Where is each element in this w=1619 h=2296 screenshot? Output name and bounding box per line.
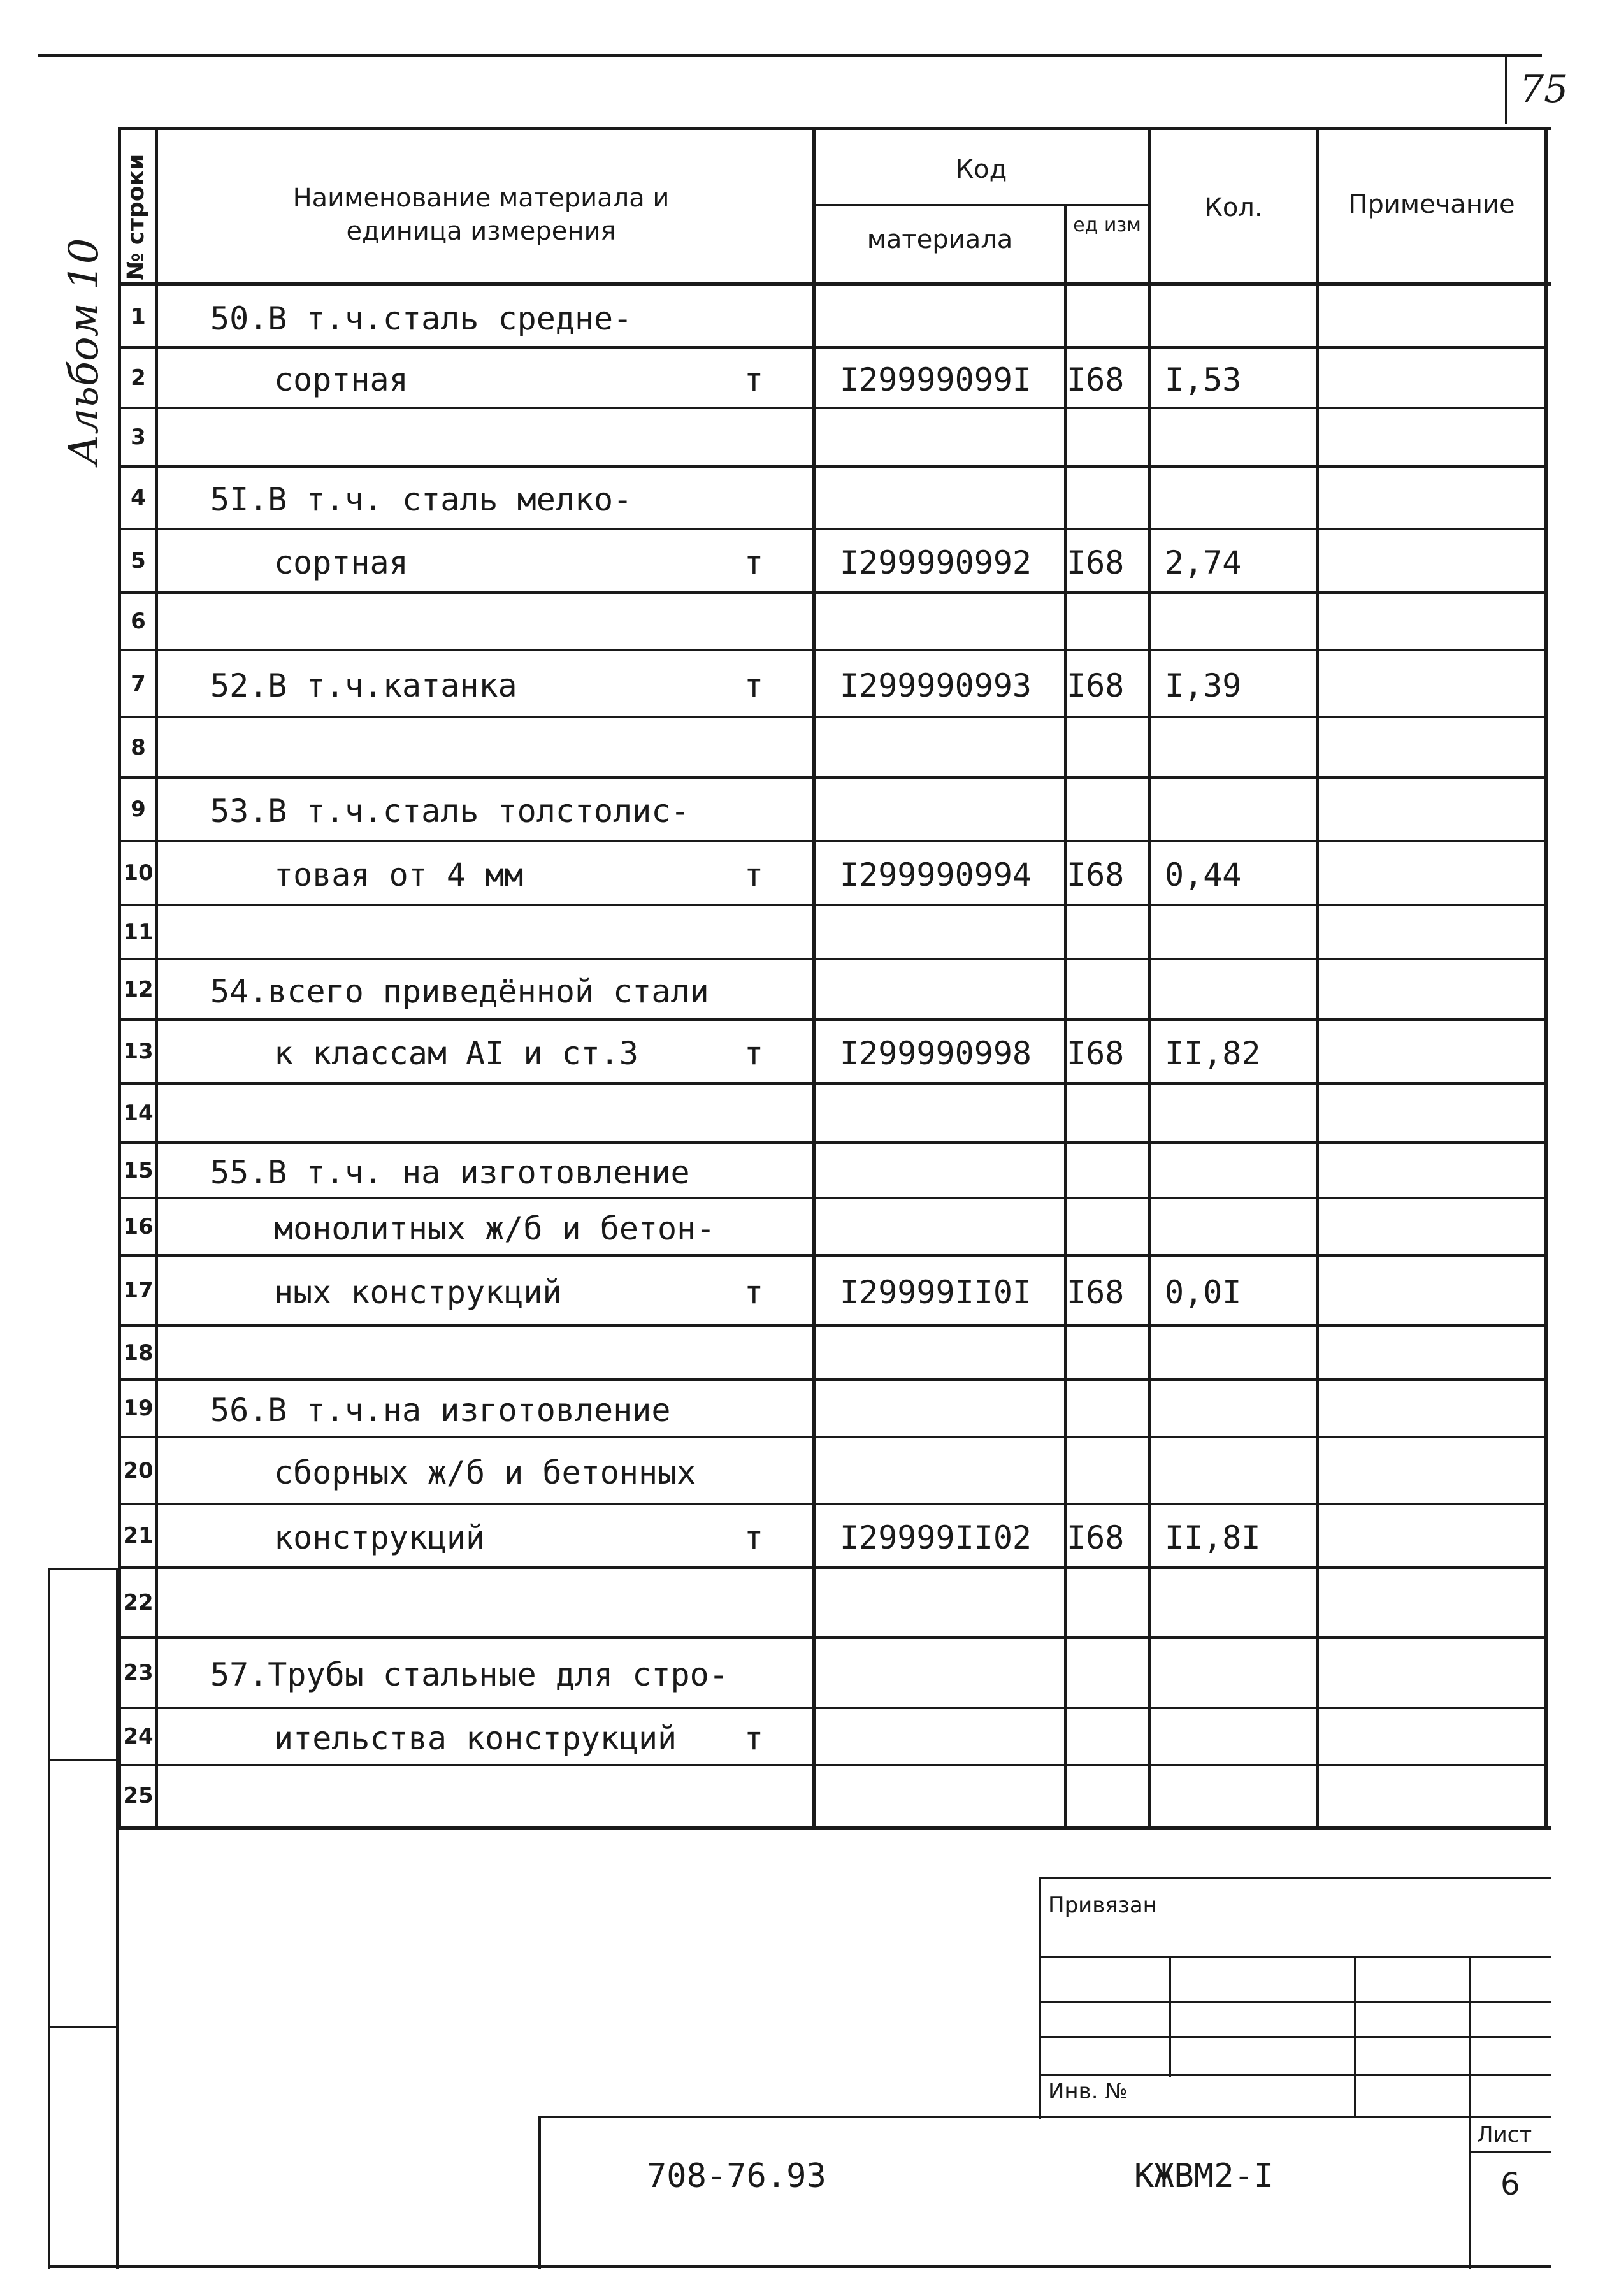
row-number: 19 [123, 1396, 154, 1421]
table-top [118, 127, 1551, 130]
row-number: 16 [123, 1214, 154, 1239]
row-number: 12 [123, 977, 154, 1002]
row-separator [120, 591, 1547, 594]
top-rule [38, 54, 1542, 57]
row-separator [120, 346, 1547, 349]
row-number: 3 [131, 424, 146, 450]
page-number: 75 [1520, 67, 1569, 112]
row-separator [120, 1378, 1547, 1381]
quantity: II,82 [1165, 1035, 1261, 1072]
inventory-label: Инв. № [1048, 2079, 1128, 2104]
header-quantity: Кол. [1204, 193, 1263, 222]
row-separator [120, 407, 1547, 409]
material-name: товая от 4 мм [274, 856, 524, 893]
unit-letter: т [744, 544, 764, 581]
row-separator [120, 1566, 1547, 1569]
unit-letter: т [744, 1519, 764, 1556]
bound-row-line-1 [1039, 1956, 1551, 1958]
row-separator [120, 776, 1547, 779]
row-number: 10 [123, 860, 154, 886]
bound-row-line-3 [1039, 2036, 1551, 2038]
material-name: 52.В т.ч.катанка [210, 667, 517, 704]
unit-code: I68 [1067, 361, 1125, 398]
material-name: 57.Трубы стальные для стро- [210, 1656, 728, 1693]
material-name: ительства конструкций [274, 1720, 677, 1757]
row-number: 7 [131, 671, 146, 697]
row-number: 24 [123, 1724, 154, 1749]
material-code: I299990994 [840, 856, 1032, 893]
table-bottom [118, 1826, 1551, 1830]
header-code-material: материала [867, 225, 1013, 254]
material-name: к классам АI и ст.3 [274, 1035, 638, 1072]
header-row-number: № строки [123, 154, 149, 280]
material-name: 56.В т.ч.на изготовление [210, 1392, 671, 1429]
row-number: 6 [131, 609, 146, 634]
header-note: Примечание [1348, 190, 1515, 219]
bound-box-left [1039, 1877, 1041, 2119]
material-name: сортная [274, 544, 408, 581]
bound-row-line-4 [1039, 2074, 1551, 2076]
material-code: I29999II0I [840, 1274, 1032, 1311]
quantity: 2,74 [1165, 544, 1242, 581]
doc-box-left [538, 2116, 541, 2269]
margin-stamp-sep-3 [48, 2026, 118, 2028]
material-name: 54.всего приведённой стали [210, 973, 709, 1010]
quantity: 0,0I [1165, 1274, 1242, 1311]
row-number: 15 [123, 1158, 154, 1183]
bound-row-line-2 [1039, 2001, 1551, 2003]
col-unit-qty-sep [1148, 127, 1151, 1829]
unit-letter: т [744, 1035, 764, 1072]
sheet-label-line [1469, 2151, 1551, 2153]
row-separator [120, 904, 1547, 906]
row-separator [120, 1254, 1547, 1257]
row-separator [120, 1082, 1547, 1085]
unit-letter: т [744, 856, 764, 893]
row-number: 25 [123, 1783, 154, 1809]
row-separator [120, 1197, 1547, 1199]
col-code-unit-sep [1064, 204, 1067, 1829]
material-name: конструкций [274, 1519, 486, 1556]
quantity: I,53 [1165, 361, 1242, 398]
row-number: 9 [131, 797, 146, 822]
bound-box-top [1039, 1877, 1551, 1879]
row-number: 23 [123, 1660, 154, 1686]
material-code: I299990998 [840, 1035, 1032, 1072]
col-qty-note-sep [1316, 127, 1319, 1829]
row-number: 21 [123, 1523, 154, 1549]
material-name: 53.В т.ч.сталь толстолис- [210, 793, 690, 830]
row-number: 5 [131, 548, 146, 574]
unit-code: I68 [1067, 1035, 1125, 1072]
quantity: 0,44 [1165, 856, 1242, 893]
margin-stamp-left [48, 1568, 50, 2269]
row-number: 13 [123, 1039, 154, 1064]
row-separator [120, 528, 1547, 530]
row-separator [120, 1324, 1547, 1327]
unit-code: I68 [1067, 544, 1125, 581]
col-name-sep [812, 127, 816, 1829]
bound-col-3 [1469, 1956, 1471, 2269]
unit-code: I68 [1067, 667, 1125, 704]
doc-box-top [538, 2116, 1551, 2118]
row-number: 8 [131, 735, 146, 760]
material-code: I299990993 [840, 667, 1032, 704]
unit-code: I68 [1067, 856, 1125, 893]
bound-col-1 [1169, 1956, 1171, 2077]
material-name: ных конструкций [274, 1274, 562, 1311]
unit-letter: т [744, 1274, 764, 1311]
material-code: I299990992 [840, 544, 1032, 581]
row-number: 4 [131, 485, 146, 510]
row-number: 14 [123, 1101, 154, 1126]
unit-code: I68 [1067, 1274, 1125, 1311]
row-separator [120, 1503, 1547, 1505]
row-separator [120, 1707, 1547, 1709]
row-separator [120, 958, 1547, 960]
row-number: 11 [123, 920, 154, 945]
sheet-value: 6 [1500, 2167, 1520, 2202]
document-number: 708-76.93 [647, 2157, 826, 2195]
document-code: КЖВМ2-I [1134, 2157, 1274, 2195]
row-separator [120, 716, 1547, 718]
row-separator [120, 840, 1547, 842]
header-name: Наименование материала и единица измерения [292, 184, 670, 246]
row-separator [120, 649, 1547, 651]
bound-label: Привязан [1048, 1893, 1157, 1918]
header-code-unit: ед изм [1073, 214, 1141, 236]
material-name: сортная [274, 361, 408, 398]
material-code: I29999099I [840, 361, 1032, 398]
row-number: 20 [123, 1458, 154, 1484]
bound-col-2 [1354, 1956, 1356, 2116]
material-name: монолитных ж/б и бетон- [274, 1210, 716, 1247]
unit-letter: т [744, 667, 764, 704]
code-subheader-line [814, 204, 1149, 206]
unit-letter: т [744, 361, 764, 398]
row-number: 18 [123, 1340, 154, 1366]
material-name: сборных ж/б и бетонных [274, 1454, 696, 1491]
album-note: Альбом 10 [61, 238, 108, 465]
col-right-edge [1544, 127, 1548, 1829]
table-header-bottom [118, 282, 1551, 286]
margin-stamp-sep-2 [48, 1759, 118, 1761]
row-number: 17 [123, 1278, 154, 1303]
margin-stamp-sep-1 [48, 1568, 118, 1570]
row-number: 2 [131, 365, 146, 391]
page-number-divider [1505, 54, 1507, 124]
material-name: 50.В т.ч.сталь средне- [210, 300, 633, 337]
quantity: I,39 [1165, 667, 1242, 704]
material-name: 55.В т.ч. на изготовление [210, 1154, 690, 1191]
row-separator [120, 1436, 1547, 1438]
header-code: Код [955, 155, 1007, 184]
sheet-label: Лист [1477, 2122, 1532, 2148]
quantity: II,8I [1165, 1519, 1261, 1556]
material-code: I29999II02 [840, 1519, 1032, 1556]
row-separator [120, 1018, 1547, 1021]
unit-letter: т [744, 1720, 764, 1757]
row-separator [120, 465, 1547, 468]
material-name: 5I.В т.ч. сталь мелко- [210, 481, 633, 518]
row-separator [120, 1636, 1547, 1639]
margin-stamp-bottom [48, 2265, 1551, 2268]
row-separator [120, 1764, 1547, 1766]
margin-stamp-right [116, 1568, 119, 2269]
row-number: 22 [123, 1590, 154, 1615]
row-separator [120, 1141, 1547, 1144]
unit-code: I68 [1067, 1519, 1125, 1556]
row-number: 1 [131, 304, 146, 329]
